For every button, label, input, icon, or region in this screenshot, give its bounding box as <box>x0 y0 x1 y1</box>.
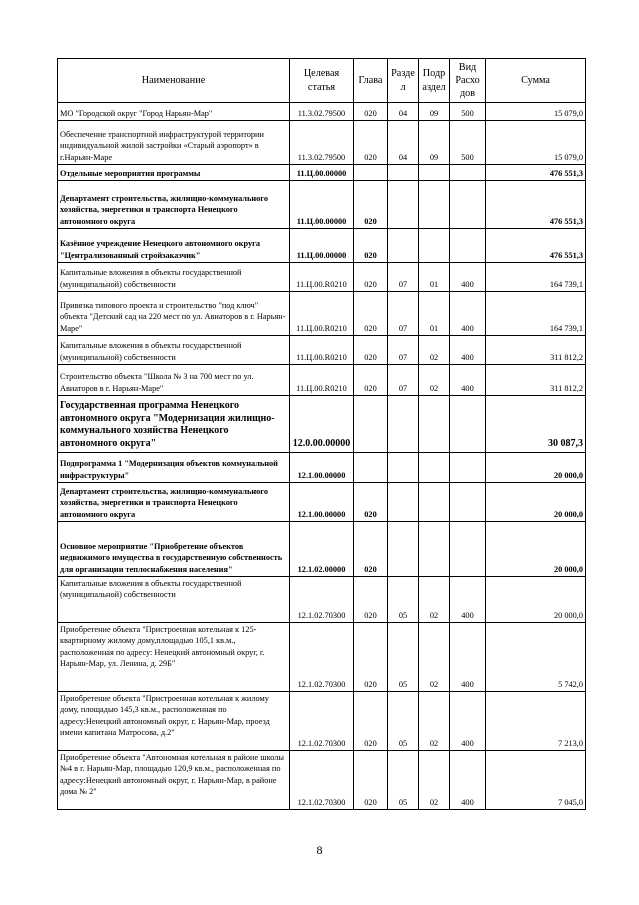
cell-amount: 476 551,3 <box>486 181 586 229</box>
table-row <box>58 483 586 522</box>
cell-chapter: 020 <box>354 292 388 336</box>
cell-section <box>388 483 419 522</box>
table-row <box>58 263 586 292</box>
cell-expense-type: 400 <box>450 577 486 623</box>
cell-expense-type: 500 <box>450 121 486 165</box>
cell-name: Приобретение объекта "Пристроенная котельная к жилому дому, площадью 145,3 кв.м., расположенная по адресу:Ненецкий автономный округ, г. Нарьян-Мар, проезд имени капитана Матросова, д.2" <box>58 692 290 751</box>
cell-chapter: 020 <box>354 522 388 577</box>
cell-amount: 20 000,0 <box>486 577 586 623</box>
table-row <box>58 751 586 810</box>
cell-section <box>388 229 419 263</box>
table-row <box>58 121 586 165</box>
table-row <box>58 181 586 229</box>
cell-amount: 30 087,3 <box>486 396 586 453</box>
cell-chapter <box>354 165 388 181</box>
cell-expense-type: 400 <box>450 623 486 692</box>
cell-section: 07 <box>388 263 419 292</box>
cell-subsection <box>419 165 450 181</box>
cell-amount: 15 079,0 <box>486 103 586 121</box>
cell-expense-type: 400 <box>450 263 486 292</box>
header-target: Целевая статья <box>290 59 354 103</box>
cell-subsection <box>419 396 450 453</box>
cell-name: Подпрограмма 1 "Модернизация объектов коммунальной инфраструктуры" <box>58 453 290 483</box>
cell-name: Департамент строительства, жилищно-коммунального хозяйства, энергетики и транспорта Ненецкого автономного округа <box>58 483 290 522</box>
table-row <box>58 692 586 751</box>
cell-expense-type: 400 <box>450 336 486 365</box>
table-row <box>58 165 586 181</box>
cell-chapter: 020 <box>354 483 388 522</box>
cell-chapter: 020 <box>354 263 388 292</box>
cell-amount: 7 045,0 <box>486 751 586 810</box>
cell-amount: 20 000,0 <box>486 483 586 522</box>
cell-target: 11.Ц.00.R0210 <box>290 263 354 292</box>
table-row <box>58 292 586 336</box>
cell-subsection: 01 <box>419 263 450 292</box>
cell-amount: 164 739,1 <box>486 292 586 336</box>
cell-name: Капитальные вложения в объекты государственной (муниципальной) собственности <box>58 263 290 292</box>
cell-name: Капитальные вложения в объекты государственной (муниципальной) собственности <box>58 577 290 623</box>
cell-target: 11.Ц.00.00000 <box>290 229 354 263</box>
cell-name: Строительство объекта "Школа № 3 на 700 мест по ул. Авиаторов в г. Нарьян-Маре" <box>58 365 290 396</box>
table-row <box>58 365 586 396</box>
table-row <box>58 229 586 263</box>
cell-subsection <box>419 453 450 483</box>
cell-subsection <box>419 229 450 263</box>
cell-subsection: 09 <box>419 103 450 121</box>
page-number: 8 <box>316 843 323 857</box>
cell-section: 04 <box>388 121 419 165</box>
cell-section <box>388 181 419 229</box>
cell-amount: 20 000,0 <box>486 453 586 483</box>
cell-section: 05 <box>388 692 419 751</box>
cell-expense-type <box>450 165 486 181</box>
cell-subsection: 02 <box>419 365 450 396</box>
cell-expense-type <box>450 522 486 577</box>
cell-target: 11.Ц.00.R0210 <box>290 336 354 365</box>
cell-section <box>388 396 419 453</box>
cell-target: 12.1.00.00000 <box>290 483 354 522</box>
cell-name: Отдельные мероприятия программы <box>58 165 290 181</box>
cell-subsection: 02 <box>419 692 450 751</box>
cell-target: 12.1.02.70300 <box>290 623 354 692</box>
cell-expense-type <box>450 181 486 229</box>
table-row <box>58 623 586 692</box>
cell-subsection <box>419 181 450 229</box>
cell-chapter: 020 <box>354 121 388 165</box>
cell-section: 05 <box>388 623 419 692</box>
table-row <box>58 522 586 577</box>
budget-table <box>57 58 586 810</box>
cell-name: Капитальные вложения в объекты государственной (муниципальной) собственности <box>58 336 290 365</box>
cell-chapter: 020 <box>354 365 388 396</box>
cell-chapter <box>354 453 388 483</box>
cell-target: 12.1.02.00000 <box>290 522 354 577</box>
cell-amount: 311 812,2 <box>486 336 586 365</box>
cell-expense-type <box>450 483 486 522</box>
table-header-row <box>58 59 586 103</box>
cell-subsection: 02 <box>419 577 450 623</box>
cell-name: Приобретение объекта "Пристроенная котельная к 125-квартирному жилому дому,площадью 105,1 кв.м., расположенная по адресу: Ненецкий автономный округ, г. Нарьян-Мар, ул. Ленина, д. 29Б" <box>58 623 290 692</box>
cell-expense-type <box>450 229 486 263</box>
cell-section <box>388 165 419 181</box>
cell-subsection: 01 <box>419 292 450 336</box>
cell-name: Казённое учреждение Ненецкого автономного округа "Централизованный стройзаказчик" <box>58 229 290 263</box>
cell-target: 12.0.00.00000 <box>290 396 354 453</box>
header-section: Разде л <box>388 59 419 103</box>
cell-section: 07 <box>388 292 419 336</box>
cell-subsection: 02 <box>419 751 450 810</box>
cell-amount: 5 742,0 <box>486 623 586 692</box>
cell-chapter: 020 <box>354 229 388 263</box>
cell-amount: 7 213,0 <box>486 692 586 751</box>
table-row <box>58 453 586 483</box>
cell-section: 05 <box>388 751 419 810</box>
cell-chapter: 020 <box>354 577 388 623</box>
cell-amount: 15 079,0 <box>486 121 586 165</box>
cell-chapter: 020 <box>354 692 388 751</box>
cell-amount: 476 551,3 <box>486 165 586 181</box>
cell-expense-type: 400 <box>450 692 486 751</box>
cell-target: 12.1.02.70300 <box>290 751 354 810</box>
cell-subsection <box>419 522 450 577</box>
header-chapter: Глава <box>354 59 388 103</box>
cell-expense-type: 400 <box>450 365 486 396</box>
cell-name: МО "Городской округ "Город Нарьян-Мар" <box>58 103 290 121</box>
cell-amount: 311 812,2 <box>486 365 586 396</box>
cell-section: 07 <box>388 365 419 396</box>
cell-target: 11.Ц.00.00000 <box>290 165 354 181</box>
cell-chapter: 020 <box>354 623 388 692</box>
cell-name: Государственная программа Ненецкого автономного округа "Модернизация жилищно-коммунального хозяйства Ненецкого автономного округа" <box>58 396 290 453</box>
cell-target: 12.1.02.70300 <box>290 577 354 623</box>
cell-subsection <box>419 483 450 522</box>
table-row <box>58 103 586 121</box>
header-expense-type: Вид Расхо дов <box>450 59 486 103</box>
cell-target: 11.Ц.00.R0210 <box>290 292 354 336</box>
cell-name: Обеспечение транспортной инфраструктурой территории индивидуальной жилой застройки «Старый аэропорт» в г.Нарьян-Маре <box>58 121 290 165</box>
header-subsection: Подр аздел <box>419 59 450 103</box>
table-row <box>58 396 586 453</box>
cell-target: 11.Ц.00.00000 <box>290 181 354 229</box>
table-row <box>58 336 586 365</box>
cell-subsection: 02 <box>419 623 450 692</box>
cell-section: 04 <box>388 103 419 121</box>
cell-target: 11.3.02.79500 <box>290 121 354 165</box>
cell-subsection: 09 <box>419 121 450 165</box>
cell-section <box>388 453 419 483</box>
cell-section <box>388 522 419 577</box>
cell-target: 11.3.02.79500 <box>290 103 354 121</box>
cell-amount: 476 551,3 <box>486 229 586 263</box>
cell-expense-type: 500 <box>450 103 486 121</box>
cell-section: 05 <box>388 577 419 623</box>
cell-amount: 20 000,0 <box>486 522 586 577</box>
cell-target: 11.Ц.00.R0210 <box>290 365 354 396</box>
cell-name: Привязка типового проекта и строительство "под ключ" объекта "Детский сад на 220 мест по ул. Авиаторов в г. Нарьян-Маре" <box>58 292 290 336</box>
cell-name: Приобретение объекта "Автономная котельная в районе школы №4 в г. Нарьян-Мар, площадью 120,9 кв.м., расположенная по адресу:Ненецкий автономный округ, г. Нарьян-Мар, в районе дома № 2" <box>58 751 290 810</box>
cell-name: Основное мероприятие "Приобретение объектов недвижимого имущества в государственную собственность для организации теплоснабжения населения" <box>58 522 290 577</box>
cell-amount: 164 739,1 <box>486 263 586 292</box>
cell-chapter: 020 <box>354 181 388 229</box>
table-row <box>58 577 586 623</box>
cell-chapter: 020 <box>354 751 388 810</box>
cell-target: 12.1.02.70300 <box>290 692 354 751</box>
header-amount: Сумма <box>486 59 586 103</box>
cell-chapter <box>354 396 388 453</box>
cell-name: Департамент строительства, жилищно-коммунального хозяйства, энергетики и транспорта Ненецкого автономного округа <box>58 181 290 229</box>
cell-section: 07 <box>388 336 419 365</box>
cell-expense-type: 400 <box>450 751 486 810</box>
cell-chapter: 020 <box>354 336 388 365</box>
cell-expense-type <box>450 453 486 483</box>
cell-expense-type <box>450 396 486 453</box>
cell-chapter: 020 <box>354 103 388 121</box>
cell-target: 12.1.00.00000 <box>290 453 354 483</box>
cell-subsection: 02 <box>419 336 450 365</box>
header-name: Наименование <box>58 59 290 103</box>
cell-expense-type: 400 <box>450 292 486 336</box>
